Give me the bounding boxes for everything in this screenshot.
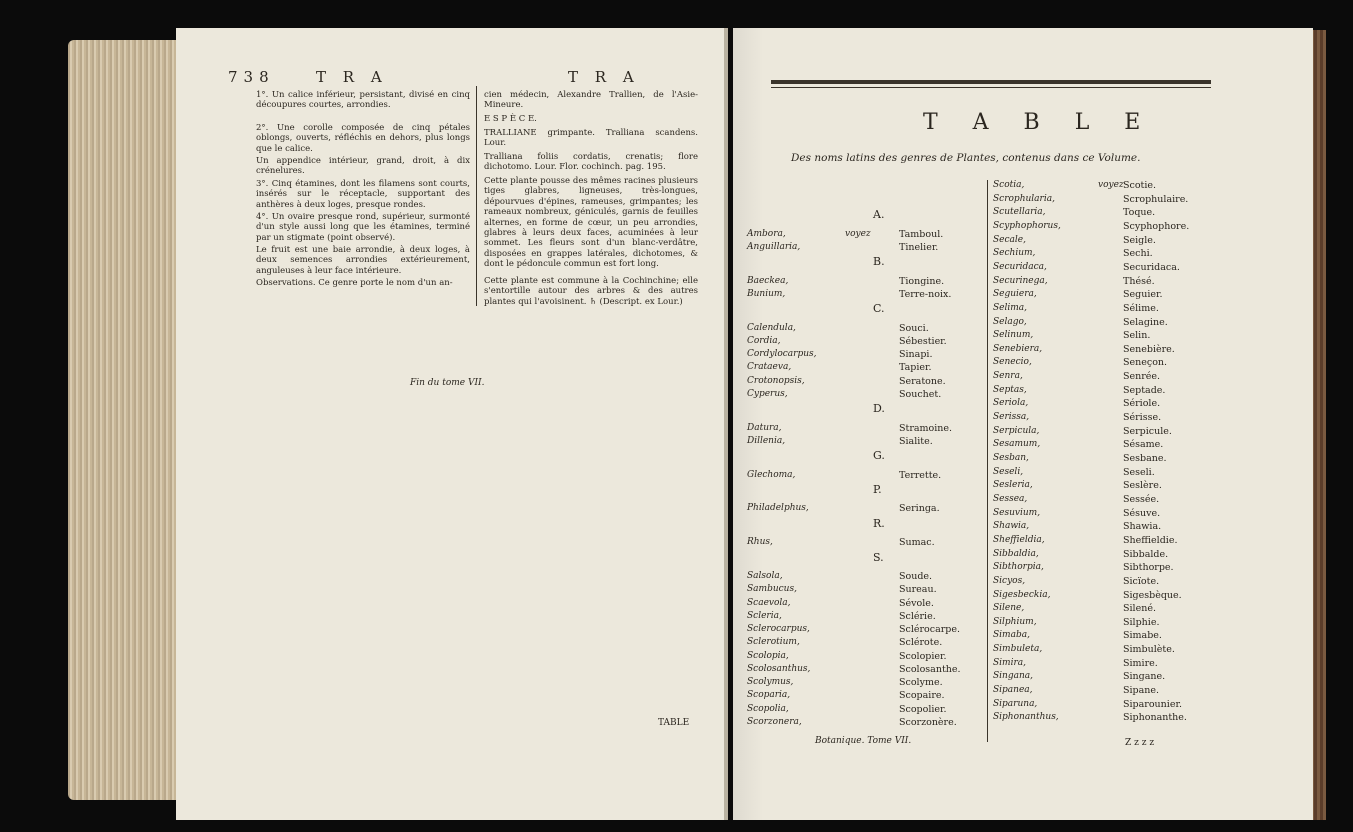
french-name: Siparounier. (1123, 698, 1182, 710)
latin-name: Sclerocarpus, (747, 624, 810, 635)
latin-name: Scopolia, (747, 703, 789, 714)
french-name: Scorzonère. (899, 716, 957, 728)
latin-name: Serissa, (993, 412, 1030, 423)
french-name: Toque. (1123, 207, 1156, 219)
french-name: Simire. (1123, 657, 1158, 669)
section-letter: R. (873, 516, 885, 530)
french-name: Sesbane. (1123, 453, 1167, 464)
latin-name: Senebiera, (993, 343, 1043, 354)
french-name: Sélime. (1123, 302, 1159, 314)
french-name: Seseli. (1123, 466, 1155, 478)
french-name: Sésuve. (1123, 507, 1161, 519)
latin-name: Scolopia, (747, 650, 789, 661)
french-name: Singane. (1123, 671, 1166, 683)
latin-name: Scolymus, (747, 677, 794, 688)
latin-name: Silphium, (993, 616, 1037, 627)
french-name: Sclérocarpe. (899, 624, 960, 636)
french-name: Seigle. (1123, 234, 1156, 246)
french-name: Sévole. (899, 597, 934, 609)
latin-name: Sigesbeckia, (993, 589, 1051, 600)
paragraph: 1°. Un calice inférieur, persistant, divisé en cinq découpures courtes, arrondies. (256, 90, 470, 111)
latin-name: Singana, (993, 671, 1033, 682)
latin-name: Ambora, (747, 228, 786, 239)
french-name: Senebière. (1123, 343, 1175, 355)
latin-name: Crataeva, (747, 362, 792, 373)
french-name: Sumac. (899, 537, 935, 549)
paragraph: cien médecin, Alexandre Trallien, de l'Asie-Mineure. (484, 90, 698, 111)
section-letter: G. (873, 449, 885, 463)
latin-name: Scaevola, (747, 597, 791, 608)
french-name: Sébestier. (899, 335, 947, 347)
running-head-right: T R A (568, 68, 640, 86)
latin-name: Scrophularia, (993, 193, 1055, 204)
latin-name: Sheffieldia, (993, 534, 1045, 545)
page-title: T A B L E (923, 110, 1155, 135)
french-name: Sclérote. (899, 637, 943, 649)
latin-name: Sibbaldia, (993, 548, 1039, 559)
french-name: Souchet. (899, 388, 942, 400)
french-name: Tiongine. (899, 275, 945, 287)
end-note: Fin du tome VII. (410, 378, 485, 388)
latin-name: Sessea, (993, 493, 1028, 504)
top-rule-thick (771, 80, 1211, 84)
voyez-label: voyez (845, 228, 871, 239)
french-name: Serpicule. (1123, 425, 1172, 437)
latin-name: Sibthorpia, (993, 562, 1044, 573)
french-name: Sibbalde. (1123, 548, 1169, 560)
french-name: Selin. (1123, 330, 1151, 342)
running-head-left: T R A (316, 68, 388, 86)
french-name: Scopolier. (899, 703, 947, 715)
french-name: Terre-noix. (899, 288, 952, 300)
french-name: Stramoine. (899, 422, 953, 434)
french-name: Soude. (899, 571, 933, 583)
french-name: Terrette. (899, 469, 942, 481)
paragraph: 4°. Un ovaire presque rond, supérieur, surmonté d'un style aussi long que les étamines, terminé par un stigmate (point observé). (256, 212, 470, 243)
latin-name: Seseli, (993, 466, 1024, 477)
latin-name: Sclerotium, (747, 637, 800, 648)
page-subtitle: Des noms latins des genres de Plantes, contenus dans ce Volume. (791, 152, 1141, 164)
french-name: Thésé. (1123, 275, 1155, 287)
section-letter: D. (873, 402, 885, 416)
latin-name: Siparuna, (993, 698, 1038, 709)
latin-name: Senra, (993, 371, 1023, 382)
section-letter: S. (873, 550, 884, 564)
french-name: Seneçon. (1123, 357, 1168, 369)
latin-name: Datura, (747, 422, 782, 433)
voyez-label: voyez (1098, 180, 1124, 190)
french-name: Scolosanthe. (899, 663, 961, 675)
french-name: Souci. (899, 322, 929, 334)
signature-mark: Z z z z (1125, 738, 1155, 748)
latin-name: Selinum, (993, 330, 1034, 341)
french-name: Sureau. (899, 584, 937, 596)
latin-name: Selago, (993, 316, 1027, 327)
latin-name: Dillenia, (747, 435, 786, 446)
french-name: Scolyme. (899, 677, 943, 689)
french-name: Scyphophore. (1123, 220, 1190, 232)
latin-name: Selima, (993, 302, 1028, 313)
latin-name: Securidaca, (993, 261, 1047, 272)
french-name: Scolopier. (899, 650, 947, 662)
latin-name: Siphonanthus, (993, 712, 1059, 723)
french-name: Sicïote. (1123, 575, 1160, 587)
paragraph: E S P È C E. (484, 114, 537, 124)
latin-name: Securinega, (993, 275, 1048, 286)
latin-name: Scutellaria, (993, 207, 1046, 218)
latin-name: Scolosanthus, (747, 663, 811, 674)
french-name: Sessée. (1123, 493, 1160, 505)
latin-name: Silene, (993, 603, 1025, 614)
latin-name: Scotia, (993, 180, 1025, 190)
french-name: Selagine. (1123, 316, 1168, 328)
page-number: 738 (228, 68, 275, 86)
french-name: Securidaca. (1123, 261, 1180, 273)
paragraph: Cette plante est commune à la Cochinchine; elle s'entortille autour des arbres & des autres plantes qui l'avoisinent. ♄ (Descript. ex Lour.) (484, 276, 698, 307)
french-name: Sigesbèque. (1123, 589, 1182, 601)
french-name: Sibthorpe. (1123, 562, 1174, 574)
french-name: Sériole. (1123, 398, 1161, 410)
french-name: Sipane. (1123, 685, 1160, 697)
latin-name: Sesamum, (993, 439, 1041, 450)
french-name: Silphie. (1123, 616, 1160, 628)
latin-name: Cordia, (747, 335, 781, 346)
section-letter: B. (873, 255, 885, 269)
latin-name: Calendula, (747, 322, 796, 333)
latin-name: Scleria, (747, 610, 782, 621)
french-name: Septade. (1123, 384, 1166, 396)
paragraph: Cette plante pousse des mêmes racines plusieurs tiges glabres, ligneuses, très-longues, dépourvues d'épines, rameuses, grimpantes; les rameaux nombreux, géniculés, garnis de feuilles alternes, en forme de cœur, un peu arrondies, glabres à leurs deux faces, acuminées à leur sommet. Les fleurs sont d'un blanc-verdâtre, disposées en grappes latérales, dichotomes, & dont le pédoncule commun est fort long. (484, 176, 698, 270)
section-letter: A. (873, 208, 885, 221)
latin-name: Shawia, (993, 521, 1030, 532)
latin-name: Simbuleta, (993, 644, 1043, 655)
french-name: Scotie. (1123, 180, 1157, 191)
french-name: Sérisse. (1123, 412, 1162, 424)
latin-name: Scorzonera, (747, 716, 802, 727)
latin-name: Scoparia, (747, 690, 791, 701)
latin-name: Anguillaria, (747, 241, 801, 252)
french-name: Seslère. (1123, 480, 1162, 492)
book (28, 10, 1328, 822)
paragraph: 2°. Une corolle composée de cinq pétales oblongs, ouverts, réfléchis en dehors, plus longs que le calice. (256, 123, 470, 154)
latin-name: Cyperus, (747, 388, 788, 399)
paragraph: Observations. Ce genre porte le nom d'un an- (256, 278, 453, 288)
latin-name: Rhus, (747, 537, 773, 548)
french-name: Sechi. (1123, 248, 1153, 260)
column-divider (476, 86, 477, 306)
left-page (176, 28, 728, 820)
latin-name: Sambucus, (747, 584, 797, 595)
french-name: Seratone. (899, 375, 946, 387)
paragraph: Le fruit est une baie arrondie, à deux loges, à deux semences arrondies extérieurement, anguleuses à leur face intérieure. (256, 245, 470, 276)
latin-name: Senecio, (993, 357, 1032, 368)
latin-name: Seguiera, (993, 289, 1037, 300)
latin-name: Septas, (993, 384, 1027, 395)
paragraph: TRALLIANE grimpante. Tralliana scandens. Lour. (484, 128, 698, 149)
paragraph: Tralliana foliis cordatis, crenatis; flore dichotomo. Lour. Flor. cochinch. pag. 195. (484, 152, 698, 173)
latin-name: Salsola, (747, 571, 783, 582)
latin-name: Secale, (993, 234, 1026, 245)
latin-name: Simira, (993, 657, 1026, 668)
latin-name: Seriola, (993, 398, 1029, 409)
latin-name: Sesban, (993, 453, 1029, 463)
french-name: Sialite. (899, 435, 933, 447)
french-name: Sclérie. (899, 610, 936, 622)
french-name: Seguier. (1123, 289, 1163, 301)
latin-name: Crotonopsis, (747, 375, 805, 386)
latin-name: Baeckea, (747, 275, 789, 286)
french-name: Tapier. (899, 362, 932, 374)
french-name: Scrophulaire. (1123, 193, 1189, 205)
paragraph: 3°. Cinq étamines, dont les filamens sont courts, insérés sur le réceptacle, supportant des anthères à deux loges, presque rondes. (256, 179, 470, 210)
french-name: Tinelier. (899, 241, 939, 253)
latin-name: Sesleria, (993, 480, 1033, 491)
latin-name: Glechoma, (747, 469, 796, 480)
latin-name: Sicyos, (993, 575, 1026, 586)
french-name: Silené. (1123, 603, 1156, 615)
latin-name: Sesuvium, (993, 507, 1041, 518)
french-name: Sheffieldie. (1123, 534, 1178, 546)
french-name: Simbulète. (1123, 644, 1175, 656)
latin-name: Simaba, (993, 630, 1030, 641)
french-name: Tamboul. (899, 228, 944, 240)
latin-name: Serpicula, (993, 425, 1040, 436)
french-name: Simabe. (1123, 630, 1162, 642)
right-page (733, 28, 1313, 820)
french-name: Seringa. (899, 503, 940, 515)
french-name: Shawia. (1123, 521, 1162, 533)
section-letter: C. (873, 302, 885, 316)
paragraph: Un appendice intérieur, grand, droit, à dix crénelures. (256, 156, 470, 177)
page-edges-left (68, 40, 178, 800)
latin-name: Philadelphus, (747, 503, 809, 514)
latin-name: Bunium, (747, 288, 786, 299)
section-letter: P. (873, 482, 882, 496)
latin-name: Cordylocarpus, (747, 349, 817, 360)
french-name: Sinapi. (899, 349, 933, 361)
catchword: TABLE (658, 718, 690, 728)
latin-name: Sechium, (993, 248, 1036, 259)
top-rule-thin (771, 87, 1211, 88)
french-name: Scopaire. (899, 690, 945, 702)
latin-name: Sipanea, (993, 685, 1033, 696)
latin-name: Scyphophorus, (993, 220, 1061, 231)
french-name: Senrée. (1123, 371, 1161, 383)
footer: Botanique. Tome VII. (815, 736, 912, 746)
index-column-divider (987, 180, 988, 742)
french-name: Siphonanthe. (1123, 712, 1187, 724)
french-name: Sésame. (1123, 439, 1164, 451)
